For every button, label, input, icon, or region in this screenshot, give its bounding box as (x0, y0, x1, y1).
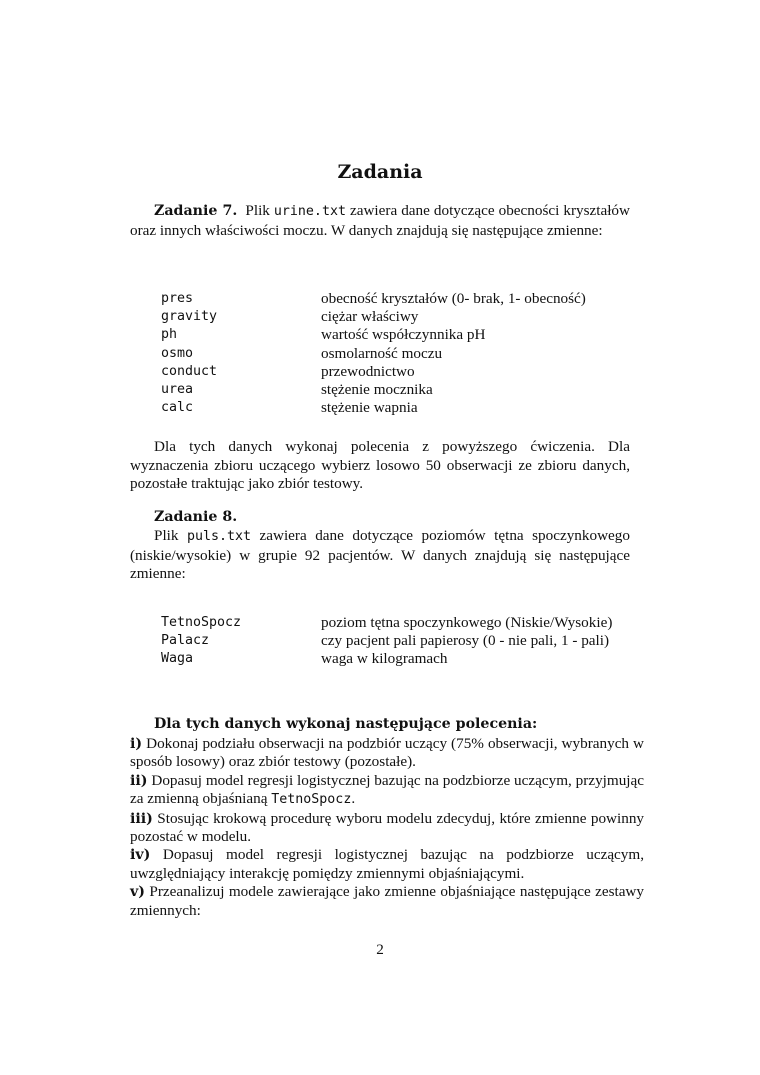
variable-row (161, 381, 586, 399)
variable-row (161, 326, 586, 344)
variable-row (161, 308, 586, 326)
variable-row (161, 650, 612, 668)
task8-commands-heading: Dla tych danych wykonaj następujące polecenia: (154, 716, 538, 732)
variable-row (161, 290, 586, 308)
variable-row (161, 345, 586, 363)
task8-intro-after: zawiera dane dotyczące poziomów tętna spoczynkowego (niskie/wysokie) w grupie 92 pacjentów. W danych znajdują się następujące zmienne: (130, 527, 630, 582)
variable-description: obecność kryształów (0- brak, 1- obecność) (321, 290, 586, 307)
page-number: 2 (376, 941, 384, 958)
variable-row (161, 363, 586, 381)
variable-row (161, 614, 612, 632)
variable-description: stężenie wapnia (321, 399, 418, 417)
task8-heading (130, 508, 630, 527)
task8-variable-table (161, 614, 612, 669)
command-item (130, 846, 644, 883)
variable-row (161, 632, 612, 650)
task7-intro-before: Plik (245, 202, 270, 219)
variable-description: waga w kilogramach (321, 650, 448, 668)
task7-closing: Dla tych danych wykonaj polecenia z powyższego ćwiczenia. Dla wyznaczenia zbioru uczącego wybierz losowo 50 obserwacji ze zbioru danych, pozostałe traktując jako zbiór testowy. (130, 438, 630, 492)
variable-name: calc (161, 400, 194, 416)
variable-description: osmolarność moczu (321, 344, 443, 362)
task7-variable-table (161, 290, 586, 417)
task8-command-list (130, 735, 644, 920)
command-suffix: . (351, 790, 356, 808)
variable-name: TetnoSpocz (161, 615, 242, 630)
section-title: Zadania (337, 161, 423, 183)
command-number: iii) (130, 810, 153, 827)
variable-name: osmo (161, 345, 194, 361)
command-item (130, 810, 644, 847)
variable-name: conduct (161, 363, 218, 379)
command-item (130, 883, 644, 920)
variable-name: gravity (161, 309, 218, 325)
command-text: Dopasuj model regresji logistycznej bazując na podzbiorze uczącym, uwzględniający interakcję pomiędzy zmiennymi objaśniającymi. (130, 846, 644, 882)
variable-name: urea (161, 382, 194, 398)
task8-intro-before: Plik (154, 527, 179, 544)
command-text: Stosując krokową procedurę wyboru modelu zdecyduj, które zmienne powinny pozostać w modelu. (130, 809, 645, 846)
variable-description: ciężar właściwy (321, 308, 419, 326)
command-code: TetnoSpocz (271, 792, 352, 808)
task8-intro (130, 527, 630, 584)
task7-file: urine.txt (273, 204, 346, 219)
variable-description: czy pacjent pali papierosy (0 - nie pali, 1 - pali) (321, 632, 610, 650)
command-number: i) (130, 736, 143, 752)
variable-name: Palacz (161, 633, 210, 649)
variable-name: ph (161, 327, 178, 343)
command-number: v) (130, 884, 145, 901)
task7-intro (130, 202, 630, 240)
variable-description: poziom tętna spoczynkowego (Niskie/Wysokie) (321, 614, 613, 631)
task7-label: Zadanie 7. (154, 203, 238, 219)
task8-label: Zadanie 8. (154, 509, 238, 525)
variable-description: wartość współczynnika pH (321, 326, 486, 344)
command-number: iv) (130, 847, 151, 864)
command-text: Przeanalizuj modele zawierające jako zmienne objaśniające następujące zestawy zmiennych: (130, 883, 644, 919)
variable-row (161, 399, 586, 417)
variable-description: przewodnictwo (321, 362, 415, 380)
variable-name: Waga (161, 651, 194, 667)
command-item (130, 772, 644, 810)
command-text: Dopasuj model regresji logistycznej bazując na podzbiorze uczącym, przyjmując za zmienną objaśnianą (130, 771, 644, 808)
command-item (130, 735, 644, 772)
variable-name: pres (161, 291, 194, 306)
task7-intro-after: zawiera dane dotyczące obecności kryształów oraz innych właściwości moczu. W danych znajdują się następujące zmienne: (130, 202, 630, 239)
variable-description: stężenie mocznika (321, 381, 433, 399)
task8-file: puls.txt (186, 529, 252, 544)
command-text: Dokonaj podziału obserwacji na podzbiór uczący (75% obserwacji, wybranych w sposób losowy) oraz zbiór testowy (pozostałe). (130, 735, 645, 771)
command-number: ii) (130, 772, 148, 789)
